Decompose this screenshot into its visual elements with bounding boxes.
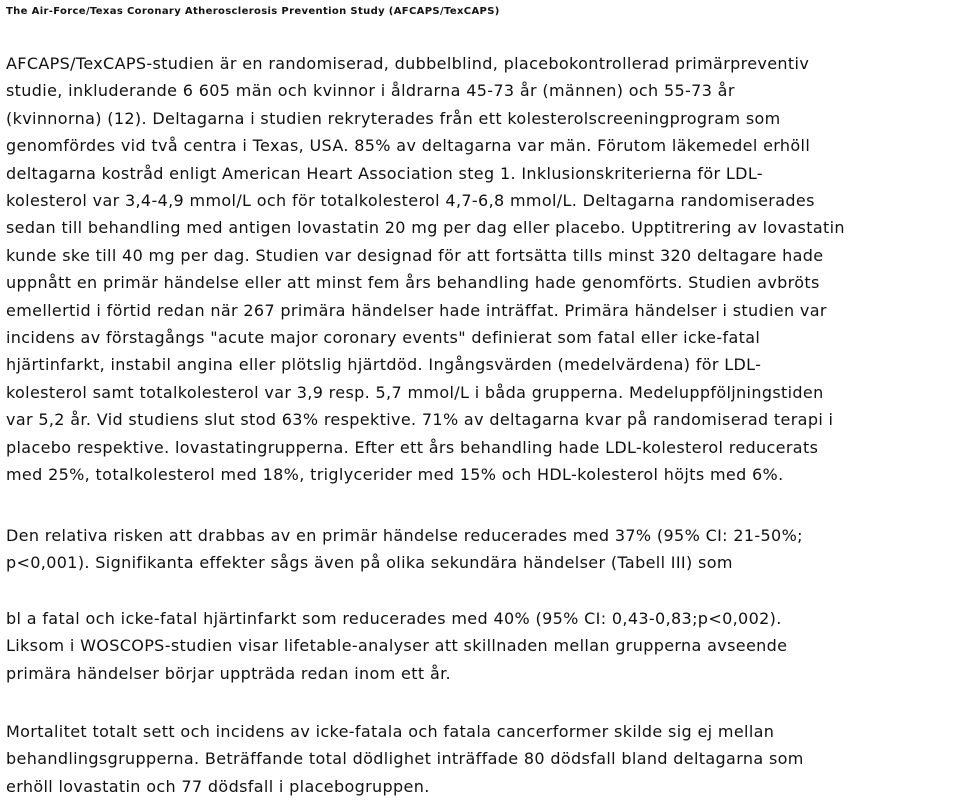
text-line: Den relativa risken att drabbas av en primär händelse reducerades med 37% (95% CI: 21-50%;: [6, 526, 803, 545]
text-line: kolesterol var 3,4-4,9 mmol/L och för totalkolesterol 4,7-6,8 mmol/L. Deltagarna randomiserades: [6, 191, 815, 211]
text-line: genomfördes vid två centra i Texas, USA. 85% av deltagarna var män. Förutom läkemedel erhöll: [6, 136, 811, 156]
paragraph-relative-risk: [6, 522, 956, 577]
text-line: AFCAPS/TexCAPS-studien är en randomiserad, dubbelblind, placebokontrollerad primärpreventiv: [6, 54, 810, 73]
text-line: var 5,2 år. Vid studiens slut stod 63% respektive. 71% av deltagarna kvar på randomiserad terapi i: [6, 410, 834, 430]
text-line: med 25%, totalkolesterol med 18%, triglycerider med 15% och HDL-kolesterol höjts med 6%.: [6, 465, 784, 485]
text-line: primära händelser börjar uppträda redan inom ett år.: [6, 663, 451, 683]
text-line: kunde ske till 40 mg per dag. Studien var designad för att fortsätta tills minst 320 deltagare hade: [6, 245, 824, 265]
text-line: hjärtinfarkt, instabil angina eller plötslig hjärtdöd. Ingångsvärden (medelvärdena) för LDL-: [6, 355, 762, 375]
text-line: Liksom i WOSCOPS-studien visar lifetable-analyser att skillnaden mellan grupperna avseende: [6, 636, 788, 656]
paragraph-secondary-events: [6, 605, 956, 687]
text-line: uppnått en primär händelse eller att minst fem års behandling hade genomförts. Studien avbröts: [6, 273, 820, 293]
text-line: (kvinnorna) (12). Deltagarna i studien rekryterades från ett kolesterolscreeningprogram som: [6, 108, 781, 128]
text-line: emellertid i förtid redan när 267 primära händelser hade inträffat. Primära händelser i studien var: [6, 300, 827, 320]
text-line: studie, inkluderande 6 605 män och kvinnor i åldrarna 45-73 år (männen) och 55-73 år: [6, 81, 735, 101]
text-line: incidens av förstagångs "acute major coronary events" definierat som fatal eller icke-fatal: [6, 328, 761, 348]
paragraph-mortality: [6, 718, 956, 800]
document-title: The Air-Force/Texas Coronary Atherosclerosis Prevention Study (AFCAPS/TexCAPS): [6, 6, 500, 17]
text-line: sedan till behandling med antigen lovastatin 20 mg per dag eller placebo. Upptitrering av lovastatin: [6, 218, 845, 238]
text-line: deltagarna kostråd enligt American Heart Association steg 1. Inklusionskriterierna för LDL-: [6, 163, 763, 183]
paragraph-study-description: [6, 50, 956, 489]
text-line: bl a fatal och icke-fatal hjärtinfarkt som reducerades med 40% (95% CI: 0,43-0,83;p<0,002).: [6, 609, 782, 628]
text-line: p<0,001). Signifikanta effekter sågs även på olika sekundära händelser (Tabell III) som: [6, 553, 733, 573]
text-line: placebo respektive. lovastatingrupperna. Efter ett års behandling hade LDL-kolesterol reducerats: [6, 437, 819, 457]
text-line: kolesterol samt totalkolesterol var 3,9 resp. 5,7 mmol/L i båda grupperna. Medeluppföljningstiden: [6, 382, 824, 402]
text-line: erhöll lovastatin och 77 dödsfall i placebogruppen.: [6, 776, 430, 796]
text-line: Mortalitet totalt sett och incidens av icke-fatala och fatala cancerformer skilde sig ej mellan: [6, 722, 775, 741]
text-line: behandlingsgrupperna. Beträffande total dödlighet inträffade 80 dödsfall bland deltagarna som: [6, 749, 804, 769]
